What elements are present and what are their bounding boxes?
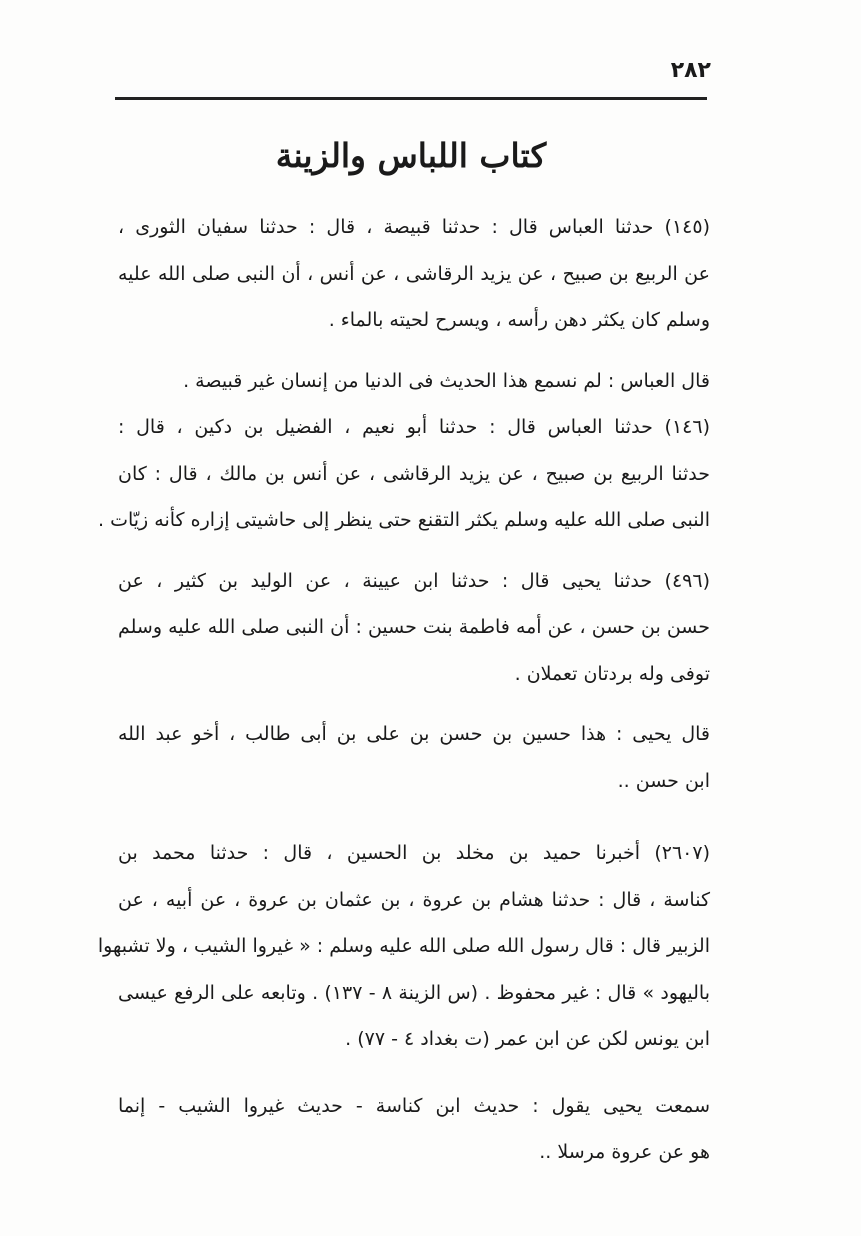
text-line: قال يحيى : هذا حسين بن حسن بن على بن أبى طالب ، أخو عبد الله (118, 723, 710, 745)
paragraph-yahya-final (118, 1083, 710, 1176)
paragraph-gap (118, 344, 710, 358)
text-line: باليهود » قال : غير محفوظ . (س الزينة ٨ - ١٣٧) . وتابعه على الرفع عيسى (118, 981, 711, 1004)
page-number: ٢٨٢ (670, 58, 711, 83)
paragraph-hadith-2607 (97, 830, 711, 1063)
paragraph-gap (118, 697, 710, 711)
paragraph-abbas-comment (118, 358, 710, 405)
text-line: (٤٩٦) حدثنا يحيى قال : حدثنا ابن عيينة ، عن الوليد بن كثير ، عن (118, 569, 710, 592)
text-line: وسلم كان يكثر دهن رأسه ، ويسرح لحيته بالماء . (328, 309, 710, 331)
paragraph-hadith-496 (118, 558, 710, 698)
paragraph-hadith-145 (118, 204, 710, 344)
paragraph-gap (118, 1063, 710, 1083)
text-line: قال العباس : لم نسمع هذا الحديث فى الدنيا من إنسان غير قبيصة . (183, 369, 710, 392)
text-line: حدثنا الربيع بن صبيح ، عن يزيد الرقاشى ، عن أنس بن مالك ، قال : كان (118, 462, 710, 485)
paragraph-yahya-comment (118, 711, 710, 804)
text-line: حسن بن حسن ، عن أمه فاطمة بنت حسين : أن النبى صلى الله عليه وسلم (118, 616, 710, 638)
chapter-title: كتاب اللباس والزينة (275, 136, 547, 175)
paragraph-gap (118, 804, 710, 830)
text-line: عن الربيع بن صبيح ، عن يزيد الرقاشى ، عن أنس ، أن النبى صلى الله عليه (118, 262, 710, 285)
text-line: ابن حسن .. (617, 769, 710, 792)
text-line: (١٤٦) حدثنا العباس قال : حدثنا أبو نعيم ، الفضيل بن دكين ، قال : (118, 416, 710, 438)
text-line: (١٤٥) حدثنا العباس قال : حدثنا قبيصة ، قال : حدثنا سفيان الثورى ، (118, 216, 710, 238)
text-line: ابن يونس لكن عن ابن عمر (ت بغداد ٤ - ٧٧) . (345, 1028, 710, 1050)
body-text (97, 204, 711, 1176)
text-line: كناسة ، قال : حدثنا هشام بن عروة ، بن عثمان بن عروة ، عن أبيه ، عن (118, 888, 710, 911)
text-line: الزبير قال : قال رسول الله صلى الله عليه وسلم : « غيروا الشيب ، ولا تشبهوا (97, 935, 710, 957)
text-line: سمعت يحيى يقول : حديث ابن كناسة - حديث غيروا الشيب - إنما (118, 1094, 710, 1117)
text-line: هو عن عروة مرسلا .. (539, 1141, 710, 1163)
text-line: توفى وله بردتان تعملان . (514, 662, 710, 685)
header-rule (115, 97, 707, 100)
text-line: النبى صلى الله عليه وسلم يكثر التقنع حتى ينظر إلى حاشيتى إزاره كأنه زيّات . (98, 509, 710, 531)
paragraph-hadith-146 (98, 404, 710, 544)
paragraph-gap (118, 544, 710, 558)
text-line: (٢٦٠٧) أخبرنا حميد بن مخلد بن الحسين ، قال : حدثنا محمد بن (118, 842, 710, 864)
